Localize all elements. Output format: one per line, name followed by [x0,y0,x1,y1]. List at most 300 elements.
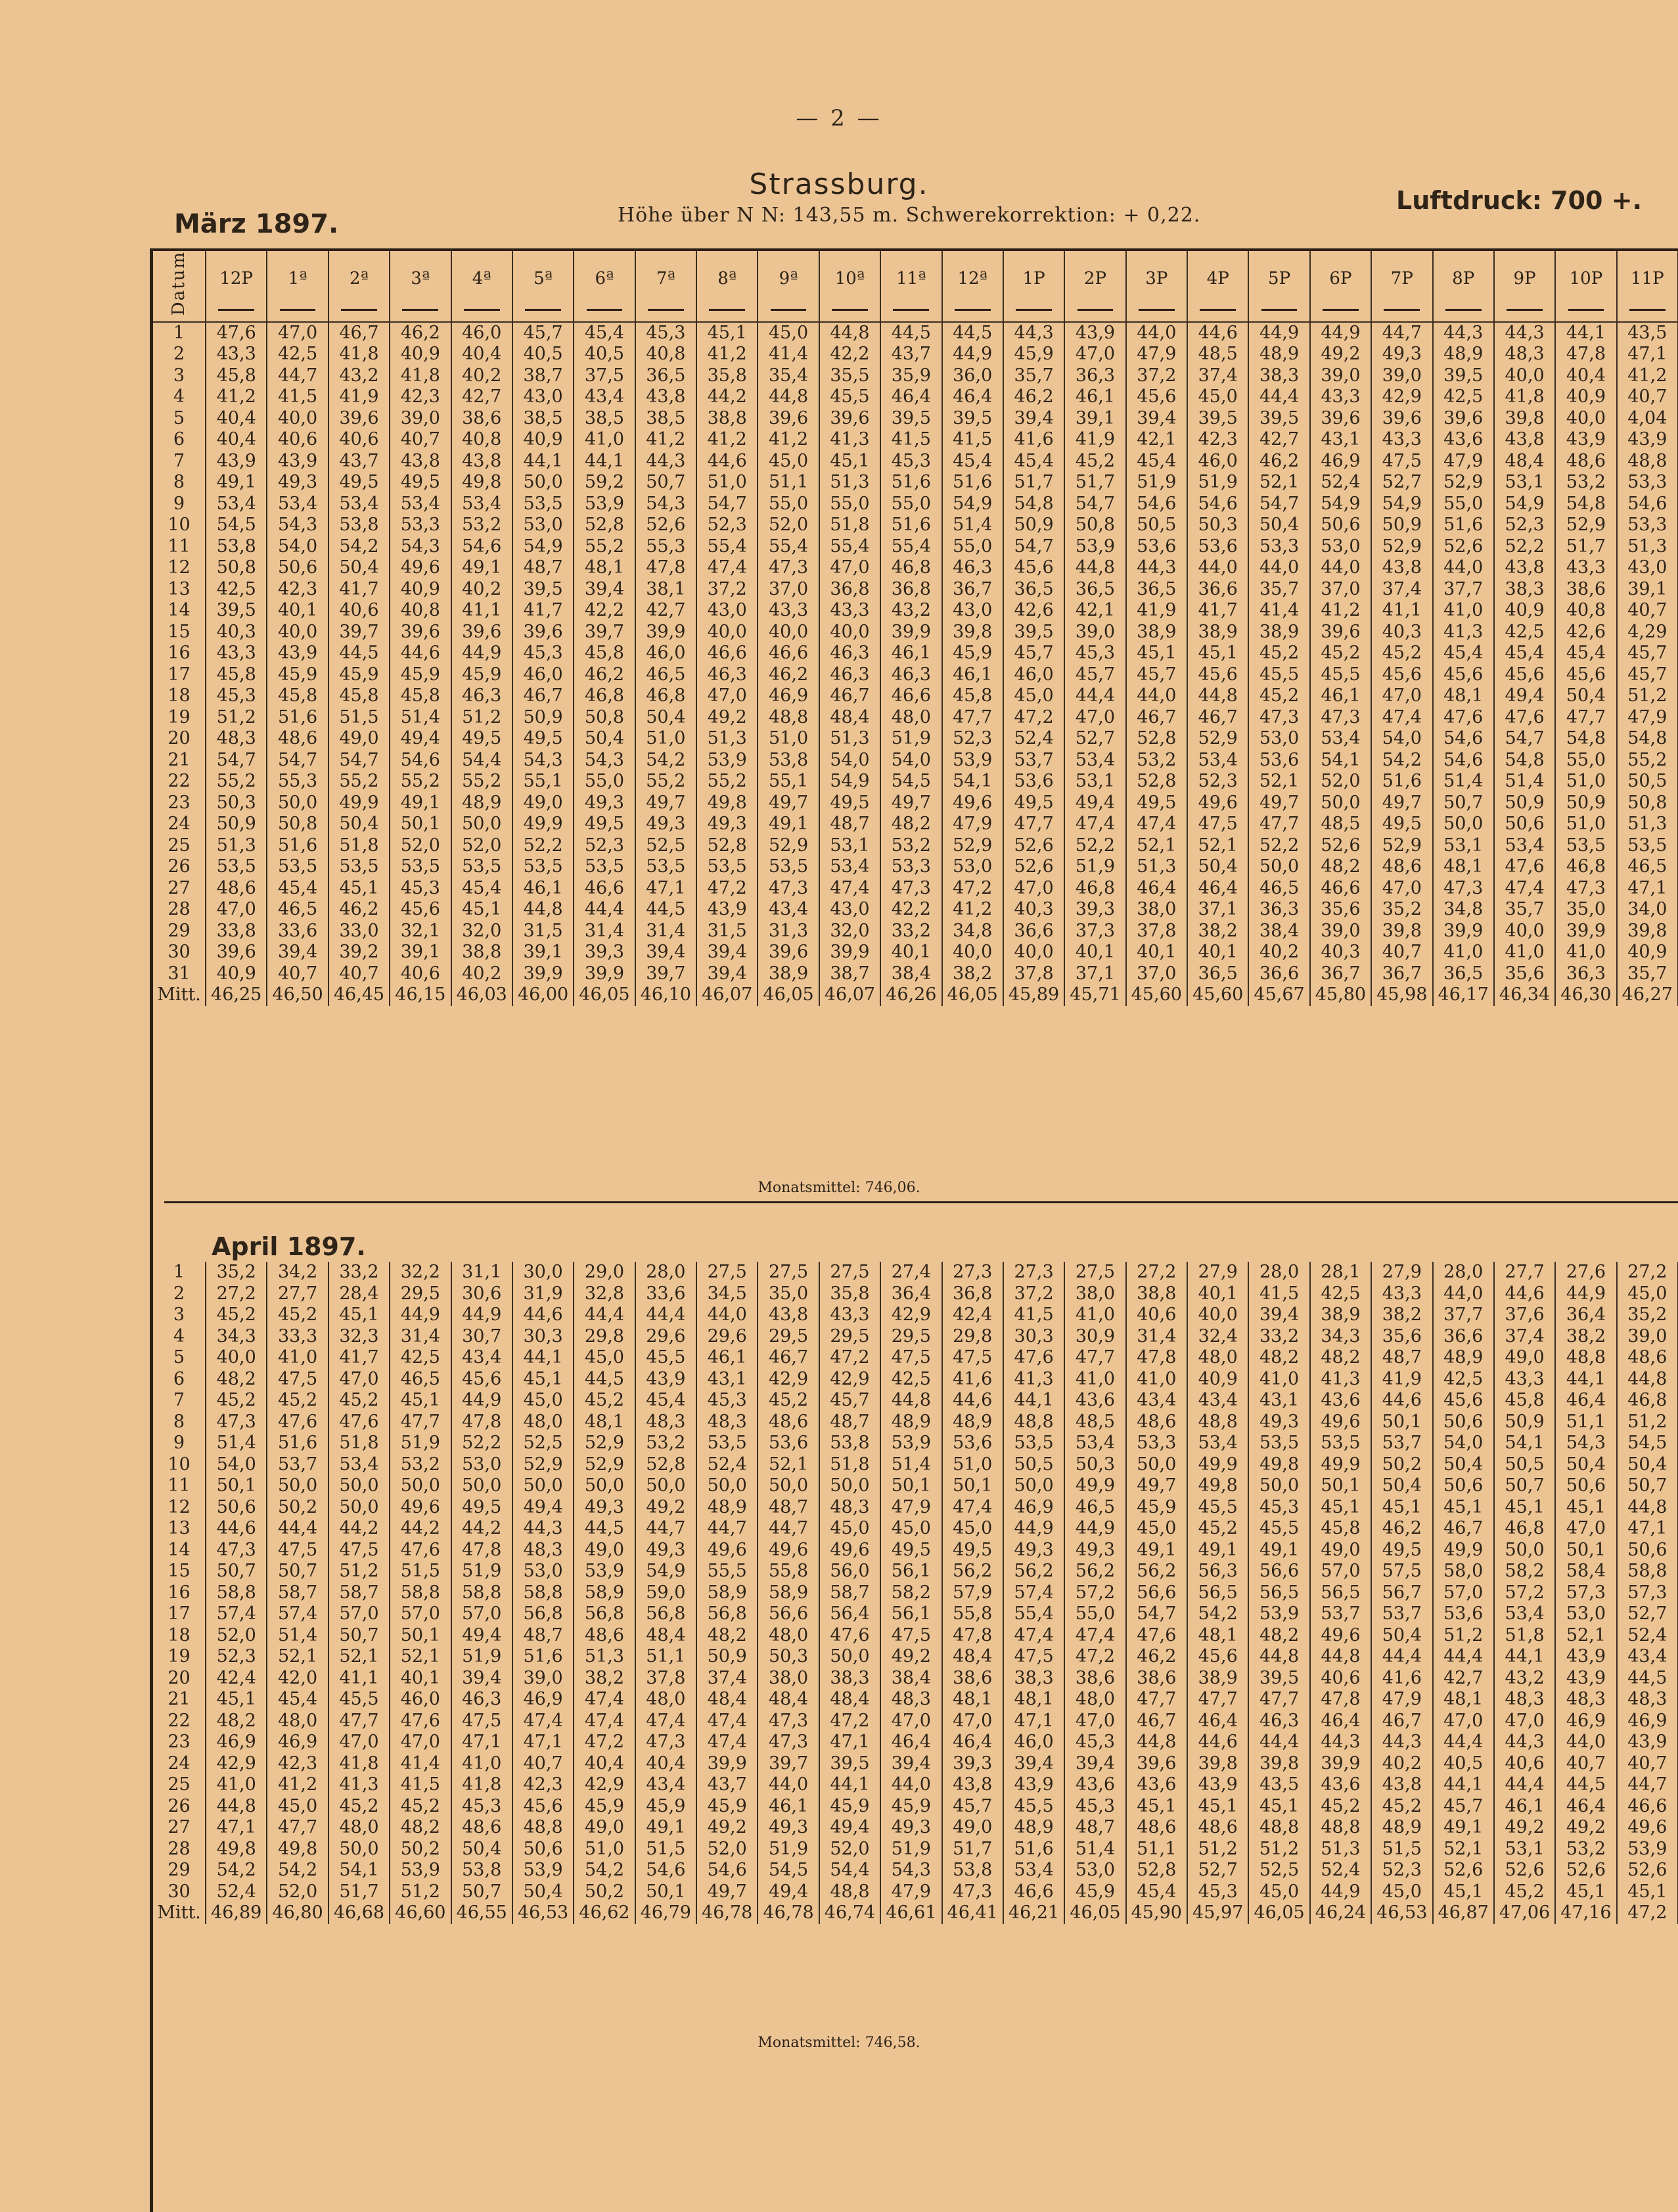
pressure-cell: 46,4 [1126,878,1187,900]
pressure-cell: 53,4 [329,494,390,515]
pressure-cell: 40,7 [1555,1753,1616,1775]
pressure-cell: 45,0 [574,1347,635,1369]
pressure-cell: 45,1 [206,1689,267,1711]
pressure-cell: 44,4 [1433,1646,1494,1668]
mean-cell: 46,10 [635,984,696,1006]
day-cell: 26 [153,1796,206,1818]
pressure-cell: 55,4 [758,536,819,558]
pressure-cell: 45,4 [1433,643,1494,664]
pressure-cell: 48,2 [1310,856,1371,878]
hour-label: 8P [1452,268,1475,288]
pressure-cell: 48,2 [696,1625,758,1647]
day-cell: 31 [153,963,206,985]
pressure-cell: 54,2 [206,1860,267,1881]
pressure-cell: 46,2 [574,664,635,686]
pressure-cell: 53,7 [267,1454,328,1476]
table-row [153,1454,1678,1476]
pressure-cell: 50,4 [1555,1454,1616,1476]
pressure-cell: 45,3 [206,685,267,707]
pressure-cell: 51,8 [819,515,880,536]
table-row [153,536,1678,558]
pressure-cell: 53,8 [206,536,267,558]
pressure-cell: 47,5 [267,1540,328,1561]
pressure-cell: 49,9 [1064,1475,1125,1497]
pressure-cell: 48,4 [1494,451,1555,472]
pressure-cell: 40,6 [329,600,390,622]
mean-cell: 47,2 [1617,1902,1678,1924]
pressure-cell: 52,9 [1371,835,1432,857]
pressure-cell: 47,1 [206,1817,267,1839]
pressure-cell: 53,9 [574,1561,635,1582]
pressure-cell: 52,1 [758,1454,819,1476]
pressure-cell: 41,2 [942,899,1003,921]
mean-row [153,984,1678,1006]
pressure-cell: 42,6 [1003,600,1064,622]
pressure-cell: 54,5 [880,771,941,793]
pressure-cell: 46,4 [1187,878,1248,900]
pressure-cell: 41,6 [942,1369,1003,1391]
hour-label: 10ª [834,268,865,288]
pressure-cell: 48,0 [512,1412,574,1433]
datum-label: Datum [169,251,189,316]
pressure-cell: 48,7 [819,814,880,835]
pressure-cell: 57,9 [942,1582,1003,1604]
pressure-cell: 41,4 [1248,600,1309,622]
pressure-cell: 46,2 [390,322,451,344]
pressure-cell: 52,5 [635,835,696,857]
pressure-cell: 39,0 [1371,365,1432,387]
pressure-cell: 48,3 [1617,1689,1678,1711]
pressure-cell: 58,8 [451,1582,512,1604]
pressure-cell: 49,2 [635,1497,696,1519]
pressure-cell: 44,9 [1064,1518,1125,1540]
pressure-cell: 51,9 [758,1839,819,1860]
pressure-cell: 47,7 [1187,1689,1248,1711]
pressure-cell: 45,2 [390,1796,451,1818]
header-rule [218,309,254,311]
pressure-cell: 46,4 [1555,1390,1616,1412]
pressure-cell: 48,7 [819,1412,880,1433]
day-cell: 19 [153,707,206,729]
pressure-cell: 27,6 [1555,1262,1616,1283]
pressure-cell: 37,5 [574,365,635,387]
pressure-cell: 48,4 [819,1689,880,1711]
pressure-cell: 45,2 [1494,1881,1555,1903]
pressure-cell: 41,0 [1126,1369,1187,1391]
pressure-cell: 44,3 [512,1518,574,1540]
pressure-cell: 49,5 [574,814,635,835]
pressure-cell: 27,4 [880,1262,941,1283]
pressure-cell: 46,7 [329,322,390,344]
pressure-cell: 48,4 [819,707,880,729]
pressure-cell: 47,4 [1494,878,1555,900]
pressure-cell: 54,9 [1371,494,1432,515]
pressure-cell: 44,6 [1494,1283,1555,1305]
pressure-cell: 36,6 [1003,921,1064,942]
table-row [153,429,1678,451]
pressure-cell: 47,0 [1371,685,1432,707]
pressure-cell: 41,8 [329,344,390,365]
pressure-cell: 52,9 [1187,728,1248,750]
pressure-cell: 45,1 [1555,1881,1616,1903]
pressure-cell: 39,5 [1187,408,1248,430]
pressure-cell: 35,9 [880,365,941,387]
pressure-cell: 48,6 [1617,1347,1678,1369]
mean-cell: 45,60 [1126,984,1187,1006]
pressure-cell: 50,4 [1617,1454,1678,1476]
pressure-cell: 53,5 [451,856,512,878]
pressure-cell: 32,0 [819,921,880,942]
pressure-cell: 52,4 [1617,1625,1678,1647]
pressure-cell: 47,0 [1064,1711,1125,1732]
table-row [153,1839,1678,1860]
mean-cell: 46,15 [390,984,451,1006]
pressure-cell: 43,9 [1617,1732,1678,1753]
mean-cell: 46,80 [267,1902,328,1924]
pressure-cell: 45,3 [696,1390,758,1412]
pressure-cell: 48,4 [758,1689,819,1711]
pressure-cell: 49,1 [1248,1540,1309,1561]
table-row [153,1475,1678,1497]
pressure-cell: 39,6 [1126,1753,1187,1775]
pressure-cell: 54,0 [206,1454,267,1476]
pressure-cell: 46,8 [1617,1390,1678,1412]
pressure-cell: 28,0 [635,1262,696,1283]
pressure-cell: 50,0 [267,1475,328,1497]
pressure-cell: 39,9 [1555,921,1616,942]
pressure-cell: 53,5 [758,856,819,878]
pressure-cell: 43,8 [942,1774,1003,1796]
pressure-cell: 50,3 [1064,1454,1125,1476]
mean-cell: 47,06 [1494,1902,1555,1924]
pressure-cell: 49,3 [1003,1540,1064,1561]
pressure-cell: 55,4 [880,536,941,558]
pressure-cell: 56,1 [880,1603,941,1625]
pressure-cell: 54,7 [267,750,328,772]
pressure-cell: 48,7 [758,1497,819,1519]
pressure-cell: 38,4 [880,963,941,985]
pressure-cell: 29,8 [574,1326,635,1348]
pressure-cell: 46,8 [880,557,941,579]
pressure-cell: 53,2 [880,835,941,857]
pressure-cell: 47,5 [880,1625,941,1647]
pressure-cell: 50,4 [512,1881,574,1903]
pressure-cell: 39,5 [1433,365,1494,387]
table-row [153,1326,1678,1348]
header-rule [525,309,561,311]
pressure-cell: 49,2 [696,1817,758,1839]
pressure-cell: 45,2 [1310,643,1371,664]
pressure-cell: 52,3 [1494,515,1555,536]
pressure-cell: 41,3 [329,1774,390,1796]
day-cell: 21 [153,1689,206,1711]
pressure-cell: 42,4 [942,1304,1003,1326]
mean-cell: 46,60 [390,1902,451,1924]
day-cell: 24 [153,814,206,835]
pressure-cell: 42,7 [451,386,512,408]
pressure-cell: 49,4 [512,1497,574,1519]
pressure-cell: 43,9 [635,1369,696,1391]
pressure-cell: 45,0 [512,1390,574,1412]
pressure-cell: 45,4 [1126,451,1187,472]
pressure-cell: 55,2 [329,771,390,793]
pressure-cell: 47,0 [329,1732,390,1753]
pressure-cell: 51,9 [1064,856,1125,878]
pressure-cell: 50,4 [1555,685,1616,707]
pressure-cell: 52,6 [1555,1860,1616,1881]
pressure-cell: 45,1 [1555,1497,1616,1519]
pressure-cell: 49,2 [1310,344,1371,365]
pressure-cell: 50,7 [635,472,696,494]
pressure-cell: 45,2 [574,1390,635,1412]
pressure-cell: 40,9 [206,963,267,985]
pressure-cell: 47,6 [819,1625,880,1647]
pressure-cell: 32,0 [451,921,512,942]
pressure-cell: 48,4 [942,1646,1003,1668]
pressure-cell: 35,5 [819,365,880,387]
pressure-cell: 54,8 [1003,494,1064,515]
pressure-cell: 29,5 [819,1326,880,1348]
pressure-cell: 29,5 [758,1326,819,1348]
pressure-cell: 52,6 [1433,1860,1494,1881]
mean-cell: 46,79 [635,1902,696,1924]
table-row [153,322,1678,344]
pressure-cell: 37,0 [758,579,819,601]
pressure-cell: 50,0 [574,1475,635,1497]
pressure-cell: 44,0 [1126,322,1187,344]
mean-cell: 46,45 [329,984,390,1006]
day-cell: 21 [153,750,206,772]
pressure-cell: 45,9 [880,1796,941,1818]
pressure-cell: 48,9 [1371,1817,1432,1839]
pressure-cell: 45,7 [942,1796,1003,1818]
pressure-cell: 40,1 [880,942,941,963]
pressure-cell: 55,8 [758,1561,819,1582]
pressure-cell: 36,6 [1433,1326,1494,1348]
table-row [153,856,1678,878]
pressure-cell: 52,2 [512,835,574,857]
pressure-cell: 47,4 [574,1711,635,1732]
pressure-cell: 44,1 [574,451,635,472]
pressure-cell: 45,6 [1187,1646,1248,1668]
pressure-cell: 45,7 [1064,664,1125,686]
header-rule [1016,309,1052,311]
pressure-cell: 51,9 [451,1561,512,1582]
pressure-cell: 53,4 [206,494,267,515]
pressure-cell: 51,4 [390,707,451,729]
pressure-cell: 37,0 [1126,963,1187,985]
table-row [153,921,1678,942]
pressure-cell: 27,5 [758,1262,819,1283]
pressure-cell: 48,1 [942,1689,1003,1711]
mean-cell: 46,25 [206,984,267,1006]
pressure-cell: 44,3 [1433,322,1494,344]
pressure-cell: 51,8 [329,1433,390,1454]
pressure-cell: 44,9 [1003,1518,1064,1540]
hour-label: 9P [1513,268,1536,288]
pressure-cell: 48,1 [1433,856,1494,878]
pressure-cell: 52,8 [1126,1860,1187,1881]
pressure-cell: 53,5 [696,856,758,878]
pressure-cell: 48,2 [880,814,941,835]
pressure-cell: 46,9 [512,1689,574,1711]
pressure-cell: 42,2 [880,899,941,921]
pressure-cell: 50,0 [451,1475,512,1497]
pressure-cell: 46,2 [1371,1518,1432,1540]
pressure-cell: 43,3 [1494,1369,1555,1391]
pressure-cell: 37,2 [1003,1283,1064,1305]
pressure-cell: 53,6 [1187,536,1248,558]
mean-cell: 46,26 [880,984,941,1006]
pressure-cell: 53,9 [696,750,758,772]
pressure-cell: 47,4 [1371,707,1432,729]
pressure-cell: 49,3 [574,793,635,814]
pressure-cell: 43,6 [1310,1390,1371,1412]
pressure-cell: 53,7 [1003,750,1064,772]
pressure-cell: 40,0 [206,1347,267,1369]
pressure-cell: 46,2 [329,899,390,921]
march-monthly-mean: Monatsmittel: 746,06. [758,1180,920,1196]
pressure-cell: 41,0 [1494,942,1555,963]
pressure-cell: 44,6 [696,451,758,472]
pressure-cell: 41,8 [1494,386,1555,408]
pressure-cell: 46,5 [635,664,696,686]
pressure-cell: 40,3 [206,622,267,643]
pressure-cell: 50,7 [1494,1475,1555,1497]
pressure-cell: 38,9 [758,963,819,985]
pressure-cell: 44,4 [1248,1732,1309,1753]
pressure-cell: 51,0 [635,728,696,750]
pressure-cell: 43,5 [1617,322,1678,344]
pressure-cell: 4,29 [1617,622,1678,643]
pressure-cell: 52,3 [1187,771,1248,793]
pressure-cell: 51,3 [1126,856,1187,878]
pressure-cell: 50,1 [942,1475,1003,1497]
pressure-cell: 53,6 [1433,1603,1494,1625]
pressure-cell: 54,3 [880,1860,941,1881]
pressure-cell: 48,1 [1433,685,1494,707]
pressure-cell: 53,5 [1003,1433,1064,1454]
pressure-cell: 51,3 [1617,536,1678,558]
header-rule [1629,309,1666,311]
pressure-cell: 40,7 [267,963,328,985]
pressure-cell: 45,1 [1126,1796,1187,1818]
hour-label: 6P [1329,268,1352,288]
pressure-cell: 45,6 [390,899,451,921]
pressure-cell: 47,3 [1555,878,1616,900]
pressure-cell: 29,0 [574,1262,635,1283]
day-cell: 24 [153,1753,206,1775]
pressure-cell: 45,9 [819,1796,880,1818]
pressure-cell: 45,5 [1248,1518,1309,1540]
table-row [153,515,1678,536]
pressure-cell: 50,6 [1433,1412,1494,1433]
pressure-cell: 45,7 [1126,664,1187,686]
pressure-cell: 40,1 [1126,942,1187,963]
mean-row [153,1902,1678,1924]
pressure-cell: 46,2 [758,664,819,686]
pressure-cell: 48,3 [696,1412,758,1433]
pressure-cell: 39,4 [451,1668,512,1690]
pressure-cell: 38,9 [1126,622,1187,643]
pressure-cell: 39,2 [329,942,390,963]
pressure-cell: 41,3 [1003,1369,1064,1391]
hour-header [1248,251,1309,322]
pressure-cell: 53,4 [329,1454,390,1476]
pressure-cell: 29,6 [696,1326,758,1348]
pressure-cell: 40,1 [267,600,328,622]
pressure-cell: 45,1 [1310,1497,1371,1519]
pressure-cell: 47,7 [1248,814,1309,835]
pressure-cell: 35,6 [1494,963,1555,985]
pressure-cell: 51,7 [1003,472,1064,494]
pressure-cell: 53,4 [1003,1860,1064,1881]
pressure-cell: 45,4 [1494,643,1555,664]
pressure-cell: 44,8 [1617,1369,1678,1391]
pressure-cell: 45,3 [1064,1732,1125,1753]
pressure-cell: 50,4 [635,707,696,729]
pressure-cell: 40,6 [390,963,451,985]
pressure-cell: 52,4 [1310,472,1371,494]
pressure-cell: 53,0 [942,856,1003,878]
pressure-cell: 27,2 [206,1283,267,1305]
pressure-cell: 41,3 [819,429,880,451]
pressure-cell: 45,7 [1617,643,1678,664]
pressure-cell: 45,1 [1248,1796,1309,1818]
table-row [153,1753,1678,1775]
hour-label: 2P [1083,268,1106,288]
pressure-cell: 39,0 [1064,622,1125,643]
pressure-cell: 39,5 [1248,1668,1309,1690]
pressure-cell: 52,7 [1617,1603,1678,1625]
pressure-cell: 47,6 [390,1711,451,1732]
pressure-cell: 45,1 [819,451,880,472]
pressure-cell: 50,0 [512,1475,574,1497]
pressure-cell: 58,7 [819,1582,880,1604]
pressure-cell: 48,7 [512,557,574,579]
pressure-cell: 47,4 [1003,1625,1064,1647]
pressure-cell: 52,2 [1064,835,1125,857]
pressure-cell: 46,1 [1064,386,1125,408]
pressure-cell: 45,9 [635,1796,696,1818]
pressure-cell: 52,6 [635,515,696,536]
pressure-cell: 54,3 [390,536,451,558]
pressure-cell: 51,3 [696,728,758,750]
day-cell: 3 [153,365,206,387]
header-rule [648,309,684,311]
pressure-cell: 43,3 [819,600,880,622]
pressure-cell: 54,6 [1617,494,1678,515]
pressure-cell: 47,4 [1064,814,1125,835]
pressure-cell: 40,0 [267,622,328,643]
pressure-cell: 53,3 [390,515,451,536]
pressure-cell: 49,9 [1187,1454,1248,1476]
pressure-cell: 39,4 [880,1753,941,1775]
pressure-cell: 52,5 [512,1433,574,1454]
pressure-cell: 40,2 [1371,1753,1432,1775]
pressure-cell: 56,5 [1310,1582,1371,1604]
pressure-cell: 51,0 [696,472,758,494]
day-cell: 16 [153,1582,206,1604]
pressure-cell: 49,3 [880,1817,941,1839]
pressure-cell: 53,6 [758,1433,819,1454]
pressure-cell: 46,4 [880,1732,941,1753]
pressure-cell: 38,6 [1555,579,1616,601]
pressure-cell: 51,3 [206,835,267,857]
pressure-cell: 45,3 [512,643,574,664]
pressure-cell: 46,5 [1617,856,1678,878]
hour-header [1433,251,1494,322]
